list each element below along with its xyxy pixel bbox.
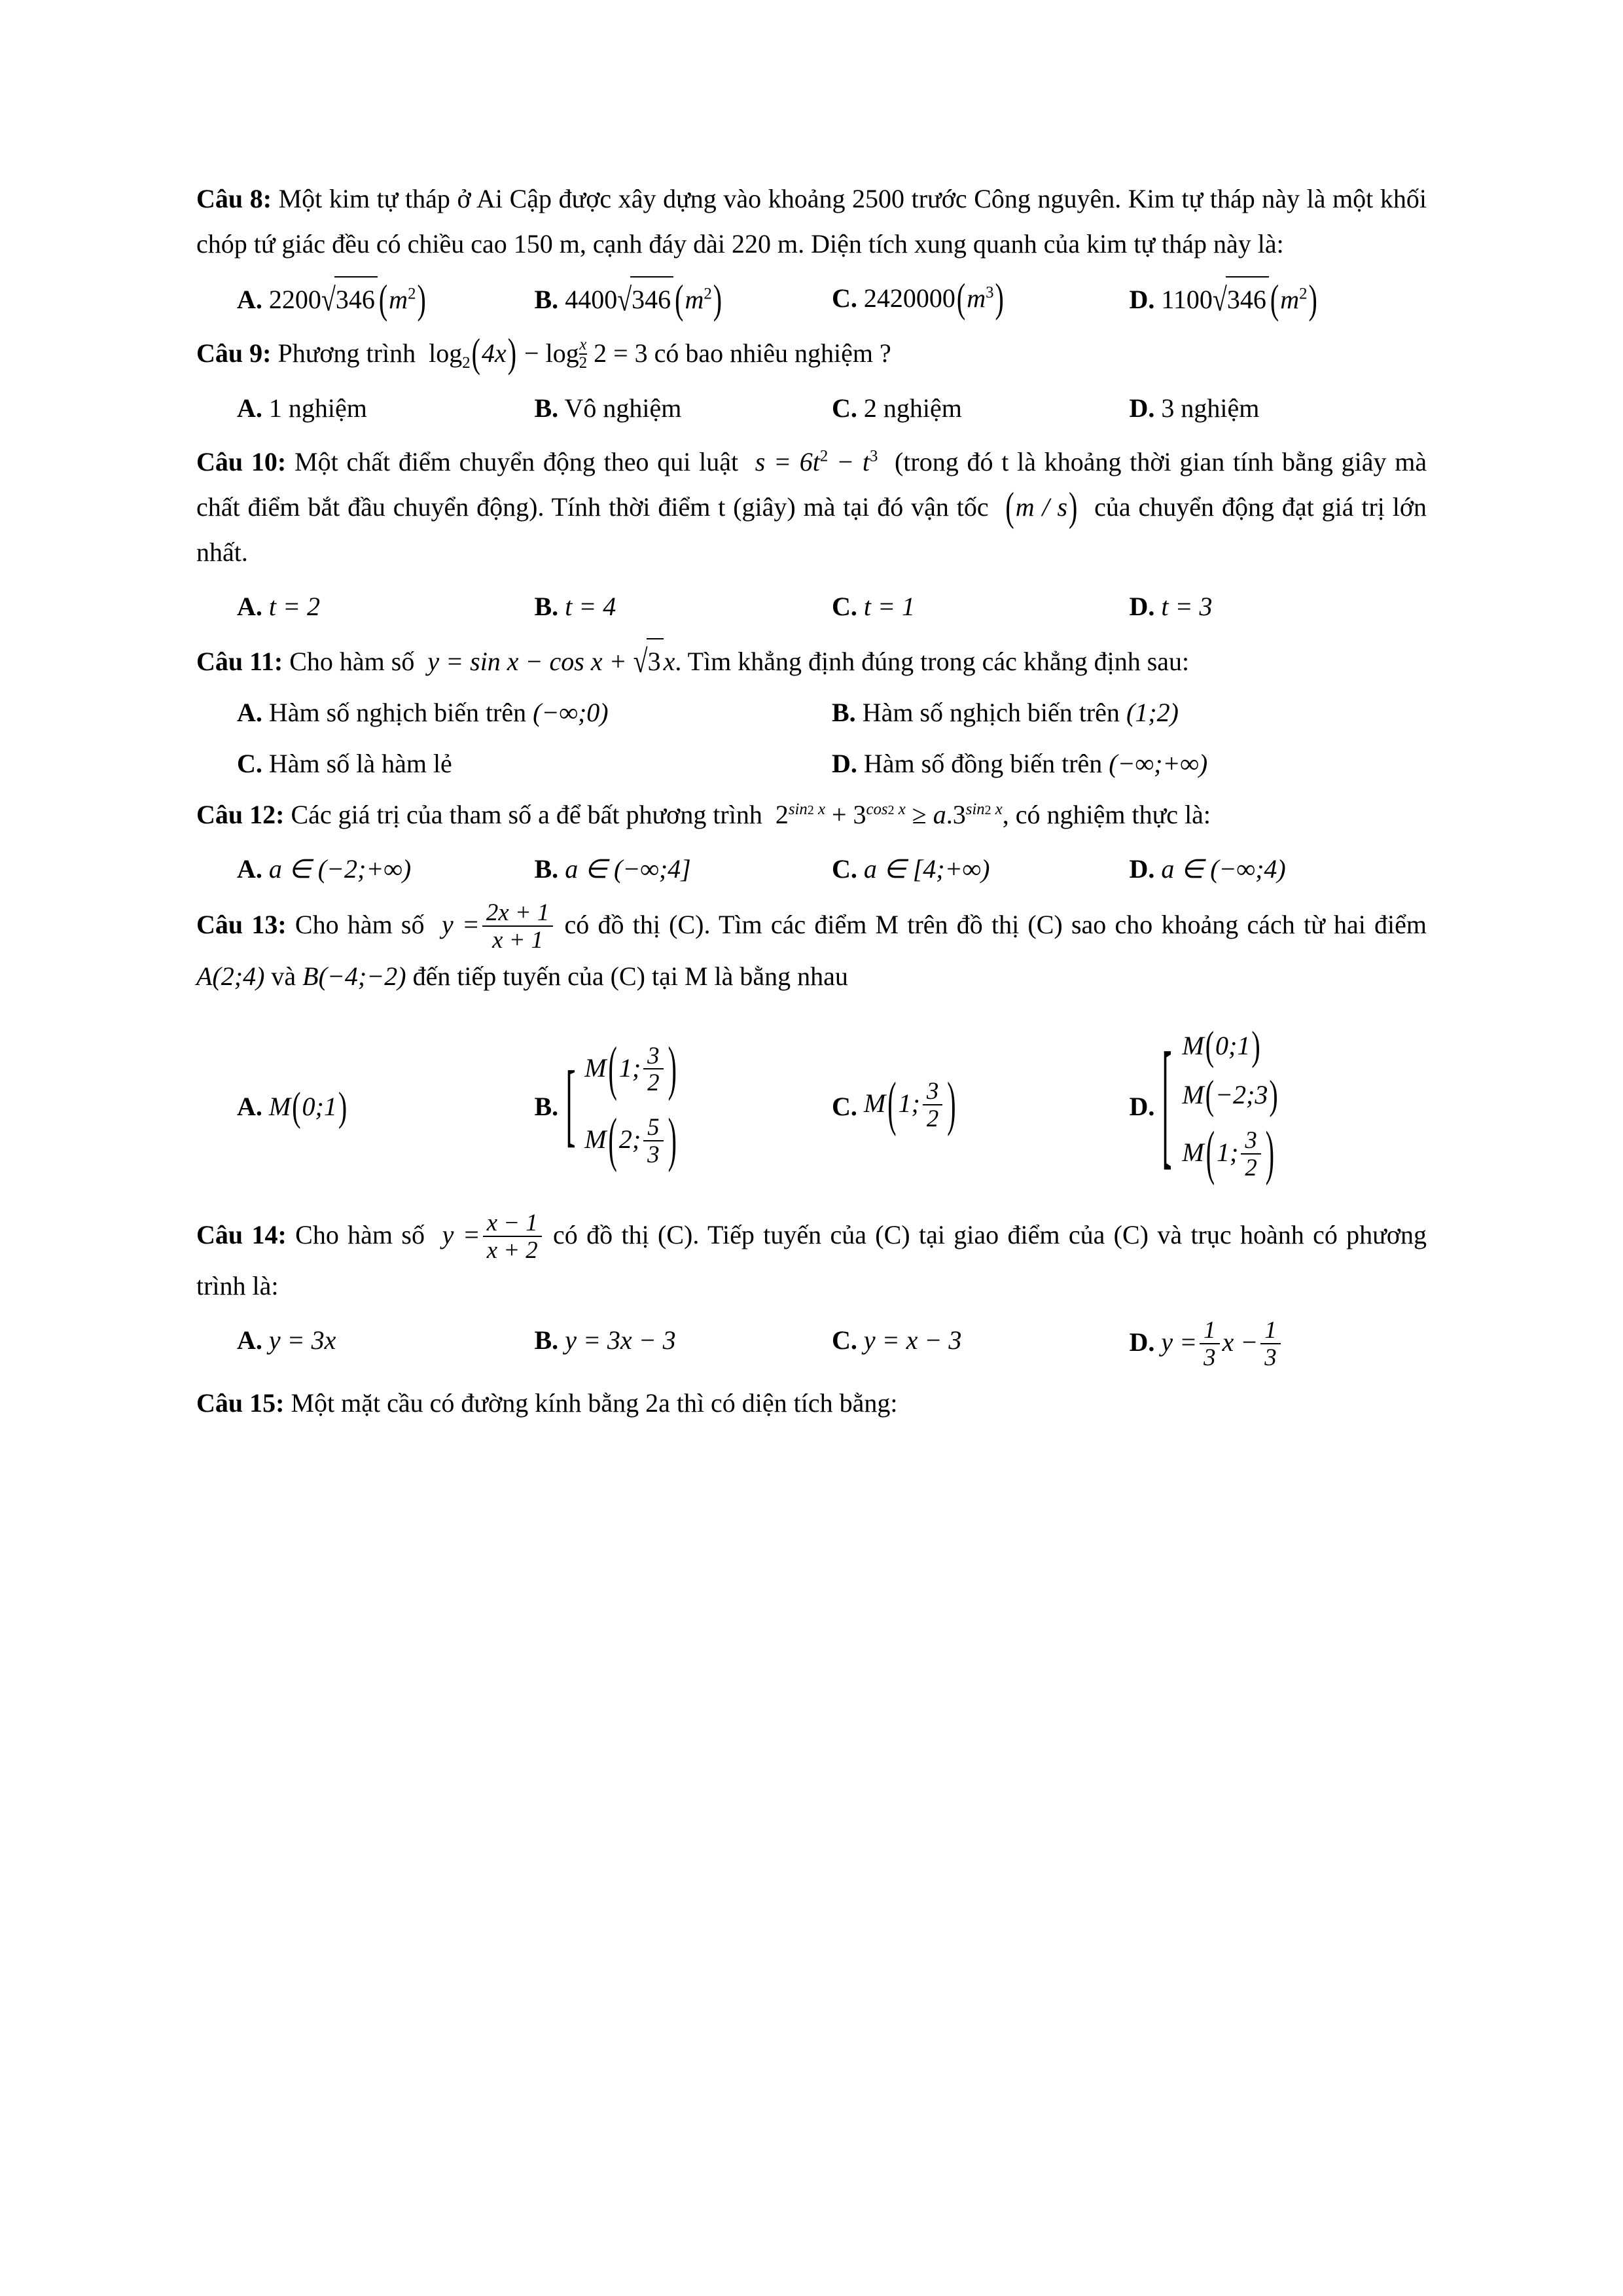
question-11-option-c[interactable] — [237, 742, 832, 786]
option-value: 2200 — [268, 284, 321, 314]
question-14 — [196, 1208, 1427, 1372]
question-14-label: Câu 14: — [196, 1219, 287, 1249]
option-unit: m — [685, 284, 704, 314]
question-13-option-a[interactable] — [237, 1083, 535, 1130]
option-interval: (−∞;+∞) — [1109, 749, 1208, 779]
question-8-text — [196, 177, 1427, 267]
option-text: t = 4 — [565, 591, 616, 621]
question-8-option-b[interactable]: B. 4400√346 $(m^2)$ — [534, 276, 722, 322]
question-10-option-a[interactable] — [237, 584, 535, 629]
question-11-option-a[interactable] — [237, 691, 832, 735]
fraction-numerator: 2x + 1 — [486, 899, 550, 926]
option-text: a ∈ (−∞;4) — [1161, 854, 1286, 884]
option-point: M(1; $\frac{3}{2}$ ) — [863, 1069, 956, 1138]
option-letter: D. — [1129, 1327, 1155, 1357]
option-radicand: 346 — [334, 276, 378, 322]
question-14-body-2: có đồ thị (C). Tiếp tuyến của (C) tại giao điểm của (C) và trục hoành có phương trình là: — [196, 1219, 1427, 1301]
question-14-option-b[interactable] — [535, 1318, 832, 1371]
question-12-option-a[interactable] — [237, 847, 535, 891]
question-8-body: Một kim tự tháp ở Ai Cập được xây dựng vào khoảng 2500 trước Công nguyên. Kim tự tháp này là một khối chóp tứ giác đều có chiều cao 150 m, cạnh đáy dài 220 m. Diện tích xung quanh của kim tự tháp này là: — [196, 184, 1427, 259]
option-letter: A. — [237, 1325, 262, 1355]
option-letter: D. — [1129, 591, 1155, 621]
log-argument: 4x — [481, 338, 507, 368]
option-letter: A. — [237, 854, 262, 884]
option-letter: A. — [237, 1091, 262, 1121]
question-12-body-2: , có nghiệm thực là: — [1002, 800, 1211, 830]
option-letter: A. — [237, 393, 262, 423]
option-text: 1 nghiệm — [268, 393, 367, 423]
question-12-body: Các giá trị của tham số a để bất phương trình — [291, 800, 762, 830]
option-letter: C. — [237, 749, 262, 779]
question-13 — [196, 901, 1427, 1191]
question-9-body-2: có bao nhiêu nghiệm ? — [654, 338, 891, 368]
option-letter: D. — [1129, 1091, 1155, 1121]
option-text: a ∈ [4;+∞) — [863, 854, 990, 884]
log-base-fraction: $\frac{x}{2}$ — [579, 335, 588, 372]
option-text: Hàm số là hàm lẻ — [268, 749, 452, 779]
question-10-label: Câu 10: — [196, 447, 287, 477]
question-13-text — [196, 901, 1427, 999]
log-argument-2: 2 — [594, 338, 607, 368]
option-unit-exp: 2 — [1299, 285, 1308, 303]
question-12-options — [196, 847, 1427, 891]
option-point: M(0;1) — [268, 1083, 348, 1130]
question-11-option-b[interactable] — [832, 691, 1427, 735]
option-unit: m — [1280, 284, 1300, 314]
option-text: t = 2 — [268, 591, 320, 621]
question-12-text — [196, 793, 1427, 838]
option-letter: D. — [1129, 393, 1155, 423]
question-15-label: Câu 15: — [196, 1388, 285, 1418]
question-8 — [196, 177, 1427, 322]
option-interval: (1;2) — [1126, 698, 1179, 728]
option-radicand: 346 — [1226, 276, 1269, 322]
question-12-equation: $2^{sin2 x} + 3^{cos2 x} \ge a.3^{sin2 x}$ — [768, 800, 1003, 830]
question-8-option-a[interactable]: A. 2200√346 $(m^2)$ — [237, 276, 426, 322]
equation-rhs: 3 — [634, 338, 648, 368]
question-11 — [196, 638, 1427, 787]
question-9-body: Phương trình — [277, 338, 416, 368]
question-13-option-d[interactable] — [1130, 1021, 1427, 1191]
question-12-label: Câu 12: — [196, 800, 285, 830]
question-13-option-b[interactable] — [535, 1035, 832, 1178]
question-10-option-b[interactable] — [535, 584, 832, 629]
question-9-option-b[interactable] — [535, 386, 832, 431]
question-14-option-d[interactable] — [1130, 1318, 1427, 1371]
option-text: Hàm số đồng biến trên — [863, 749, 1103, 779]
option-letter: B. — [832, 698, 856, 728]
question-14-text — [196, 1208, 1427, 1309]
option-text: a ∈ (−∞;4] — [565, 854, 691, 884]
question-10-body: Một chất điểm chuyển động theo qui luật — [294, 447, 739, 477]
option-interval: (−∞;0) — [533, 698, 609, 728]
option-unit-exp: 2 — [704, 285, 712, 303]
question-9-text — [196, 331, 1427, 378]
option-letter: C. — [832, 393, 857, 423]
option-unit: m — [967, 283, 986, 313]
question-8-options — [196, 276, 1427, 322]
option-unit-exp: 2 — [408, 285, 416, 303]
question-12-option-d[interactable] — [1130, 847, 1427, 891]
question-12-option-b[interactable] — [535, 847, 832, 891]
question-15-text — [196, 1381, 1427, 1426]
question-9-option-d[interactable] — [1130, 386, 1427, 431]
question-14-option-c[interactable] — [832, 1318, 1130, 1371]
question-11-body-2: . Tìm khẳng định đúng trong các khẳng định sau: — [675, 646, 1190, 676]
option-point-set: [ M(1; $\frac{3}{2}$ ) M(2; $\frac{5}{3}$ ) — [565, 1033, 677, 1174]
question-11-body: Cho hàm số — [289, 646, 415, 676]
option-letter: B. — [534, 1091, 559, 1121]
question-14-body: Cho hàm số — [295, 1219, 425, 1249]
question-11-equation: y = sin x − cos x + √3 x — [421, 647, 675, 676]
option-text: y = 3x — [268, 1325, 336, 1355]
question-9-option-a[interactable] — [237, 386, 535, 431]
question-10-option-d[interactable] — [1130, 584, 1427, 629]
question-13-option-c[interactable] — [832, 1069, 1130, 1138]
question-13-label: Câu 13: — [196, 910, 287, 940]
option-text: y = 3x − 3 — [565, 1325, 676, 1355]
question-13-body: Cho hàm số — [294, 910, 425, 940]
question-14-options — [196, 1318, 1427, 1371]
option-letter: B. — [534, 1325, 559, 1355]
option-text: t = 1 — [863, 591, 915, 621]
question-11-options-row1 — [196, 691, 1427, 735]
question-10 — [196, 440, 1427, 628]
option-letter: B. — [534, 393, 559, 423]
question-9-option-c[interactable] — [832, 386, 1130, 431]
option-letter: B. — [534, 854, 559, 884]
option-text: y = x − 3 — [863, 1325, 962, 1355]
option-text: Hàm số nghịch biến trên — [862, 698, 1120, 728]
question-12 — [196, 793, 1427, 891]
question-9-equation: $\log_2(4x) - \log\frac{x}{2}$ 2 = 3 — [422, 329, 648, 376]
question-9-label: Câu 9: — [196, 338, 272, 368]
option-letter: D. — [832, 749, 857, 779]
option-point-set: [ M(0;1) M(−2;3) M(1; $\frac{3}{2}$ ) — [1162, 1023, 1278, 1187]
question-8-option-d[interactable]: D. 1100√346 $(m^2)$ — [1129, 276, 1317, 322]
option-radicand: 346 — [630, 276, 673, 322]
question-11-option-d[interactable] — [832, 742, 1427, 786]
question-13-body-2: có đồ thị (C). Tìm các điểm M trên đồ thị (C) sao cho khoảng cách từ hai điểm — [564, 910, 1427, 940]
question-8-option-c[interactable]: C. $2420000(m^3)$ — [832, 274, 1004, 321]
point-a: A(2;4) — [196, 961, 265, 991]
option-letter: C. — [832, 283, 857, 313]
option-letter: D. — [1129, 284, 1155, 314]
question-11-label: Câu 11: — [196, 646, 283, 676]
question-9 — [196, 331, 1427, 431]
log-base: 2 — [462, 353, 471, 372]
question-10-body-2: (trong đó t là khoảng thời gian tính bằng giây mà chất điểm bắt đầu chuyển động). Tính thời điểm t (giây) mà tại đó vận tốc — [196, 447, 1427, 522]
option-unit: m — [389, 284, 408, 314]
fraction-denominator: x + 2 — [483, 1236, 542, 1263]
option-text: 2 nghiệm — [863, 393, 962, 423]
option-value: 2420000 — [863, 283, 955, 313]
question-10-unit: (m / s) — [1005, 484, 1078, 529]
conjunction: và — [271, 961, 296, 991]
question-14-equation: y = $\frac{x - 1}{x + 2}$ — [433, 1220, 544, 1249]
question-13-equation: y = $\frac{2x + 1}{x + 1}$ — [433, 910, 556, 939]
option-letter: D. — [1129, 854, 1155, 884]
question-15 — [196, 1381, 1427, 1426]
option-text: t = 3 — [1161, 591, 1213, 621]
question-11-options-row2 — [196, 742, 1427, 786]
question-14-option-a[interactable] — [237, 1318, 535, 1371]
point-b: B(−4;−2) — [302, 961, 406, 991]
question-9-options — [196, 386, 1427, 431]
option-letter: A. — [237, 591, 262, 621]
option-letter: A. — [237, 284, 262, 314]
option-text: Hàm số nghịch biến trên — [268, 698, 527, 728]
option-letter: B. — [534, 591, 559, 621]
question-13-options — [196, 1021, 1427, 1191]
question-12-option-c[interactable] — [832, 847, 1130, 891]
option-letter: C. — [832, 854, 857, 884]
option-unit-exp: 3 — [986, 283, 994, 302]
question-8-label: Câu 8: — [196, 184, 272, 213]
question-15-body: Một mặt cầu có đường kính bằng 2a thì có diện tích bằng: — [291, 1388, 898, 1418]
question-11-text — [196, 638, 1427, 685]
question-10-option-c[interactable] — [832, 584, 1130, 629]
option-letter: C. — [832, 591, 857, 621]
option-text: a ∈ (−2;+∞) — [268, 854, 412, 884]
option-text: Vô nghiệm — [564, 393, 682, 423]
question-10-options — [196, 584, 1427, 629]
question-10-equation: $s = 6t^2 - t^3$ — [746, 447, 878, 477]
option-letter: B. — [534, 284, 559, 314]
question-13-body-3: đến tiếp tuyến của (C) tại M là bằng nhau — [412, 961, 848, 991]
fraction-numerator: x − 1 — [486, 1208, 538, 1236]
option-value: 1100 — [1161, 284, 1213, 314]
question-10-text — [196, 440, 1427, 575]
option-letter: C. — [832, 1091, 857, 1121]
option-letter: A. — [237, 698, 262, 728]
fraction-denominator: x + 1 — [482, 925, 553, 953]
option-text: 3 nghiệm — [1161, 393, 1260, 423]
question-10-body-3: của chuyển động đạt giá trị lớn nhất. — [196, 492, 1427, 567]
option-value: 4400 — [565, 284, 618, 314]
option-letter: C. — [832, 1325, 857, 1355]
option-text: y = $\frac{1}{3}$ x − $\frac{1}{3}$ — [1161, 1327, 1283, 1357]
